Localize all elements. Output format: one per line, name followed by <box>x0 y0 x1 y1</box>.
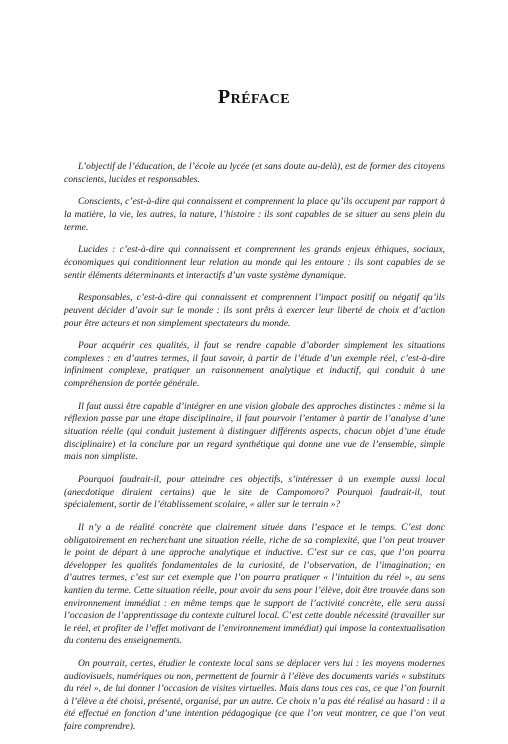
page-title: Préface <box>217 86 291 108</box>
paragraph-5: Pour acquérir ces qualités, il faut se rendre capable d’aborder simplement les situations complexes : en d’autres termes, il faut savoir, à partir de l’étude d’un exemple réel, c’est-à-dire infiniment complexe, pratiquer un raisonnement analytique et inductif, qui conduit à une compréhension de portée générale. <box>64 340 445 390</box>
paragraph-9: On pourrait, certes, étudier le contexte local sans se déplacer vers lui : les moyens modernes audiovisuels, numériques ou non, permettent de fournir à l’élève des documents variés « substituts du réel », de lui donner l’occasion de visites virtuelles. Mais dans tous ces cas, ce que l’on fournit à l’élève a été choisi, présenté, organisé, par un autre. Ce choix n’a pas été réalisé au hasard : il a été effectué en fonction d’une intention pédagogique (ce que l’on veut montrer, ce que l’on veut faire comprendre). <box>64 658 445 733</box>
preface-body <box>64 161 445 744</box>
paragraph-3: Lucides : c’est-à-dire qui connaissent et comprennent les grands enjeux éthiques, sociaux, économiques qui conditionnent leur relation au monde qui les entoure : ils sont capables de se sentir éléments déterminants et interactifs d’un vaste système dynamique. <box>64 244 445 281</box>
paragraph-2: Conscients, c’est-à-dire qui connaissent et comprennent la place qu’ils occupent par rapport à la matière, la vie, les autres, la nature, l’histoire : ils sont capables de se situer au sens plein du terme. <box>64 196 445 233</box>
paragraph-7: Pourquoi faudrait-il, pour atteindre ces objectifs, s’intéresser à un exemple aussi local (anecdotique diraient certains) que le site de Campomoro? Pourquoi faudrait-il, tout spécialement, sortir de l’établissement scolaire, « aller sur le terrain »? <box>64 474 445 511</box>
paragraph-4: Responsables, c’est-à-dire qui connaissent et comprennent l’impact positif ou négatif qu’ils peuvent décider d’avoir sur le monde : ils sont prêts à exercer leur liberté de choix et d’action pour être acteurs et non simplement spectateurs du monde. <box>64 292 445 329</box>
paragraph-6: Il faut aussi être capable d’intégrer en une vision globale des approches distinctes : même si la réflexion passe par une étape disciplinaire, il faut pourvoir l’entamer à partir de l’analyse d’une situation réelle (qui conduit justement à distinguer différents aspects, chacun objet d’une étude disciplinaire) et la conclure par un regard synthétique qui donne une vue de l’ensemble, simple mais non simpliste. <box>64 400 445 463</box>
paragraph-8: Il n’y a de réalité concrète que clairement située dans l’espace et le temps. C’est donc obligatoirement en recherchant une situation réelle, riche de sa complexité, que l’on peut trouver le point de départ à une approche analytique et inductive. C’est sur ce cas, que l’on pourra développer les qualités fondamentales de la curiosité, de l’observation, de l’imagination; en d’autres termes, c’est sur cet exemple que l’on pourra pratiquer « l’intuition du réel », au sens kantien du terme. Cette situation réelle, pour avoir du sens pour l’élève, doit être trouvée dans son environnement immédiat : en même temps que le support de l’activité concrète, elle sera aussi l’occasion de l’apprentissage du contexte culturel local. C’est cette double nécessité (travailler sur le réel, et profiter de l’effet motivant de l’environnement immédiat) qui impose la contextualisation du contenu des enseignements. <box>64 521 445 647</box>
paragraph-1: L’objectif de l’éducation, de l’école au lycée (et sans doute au-delà), est de former des citoyens conscients, lucides et responsables. <box>64 161 445 185</box>
